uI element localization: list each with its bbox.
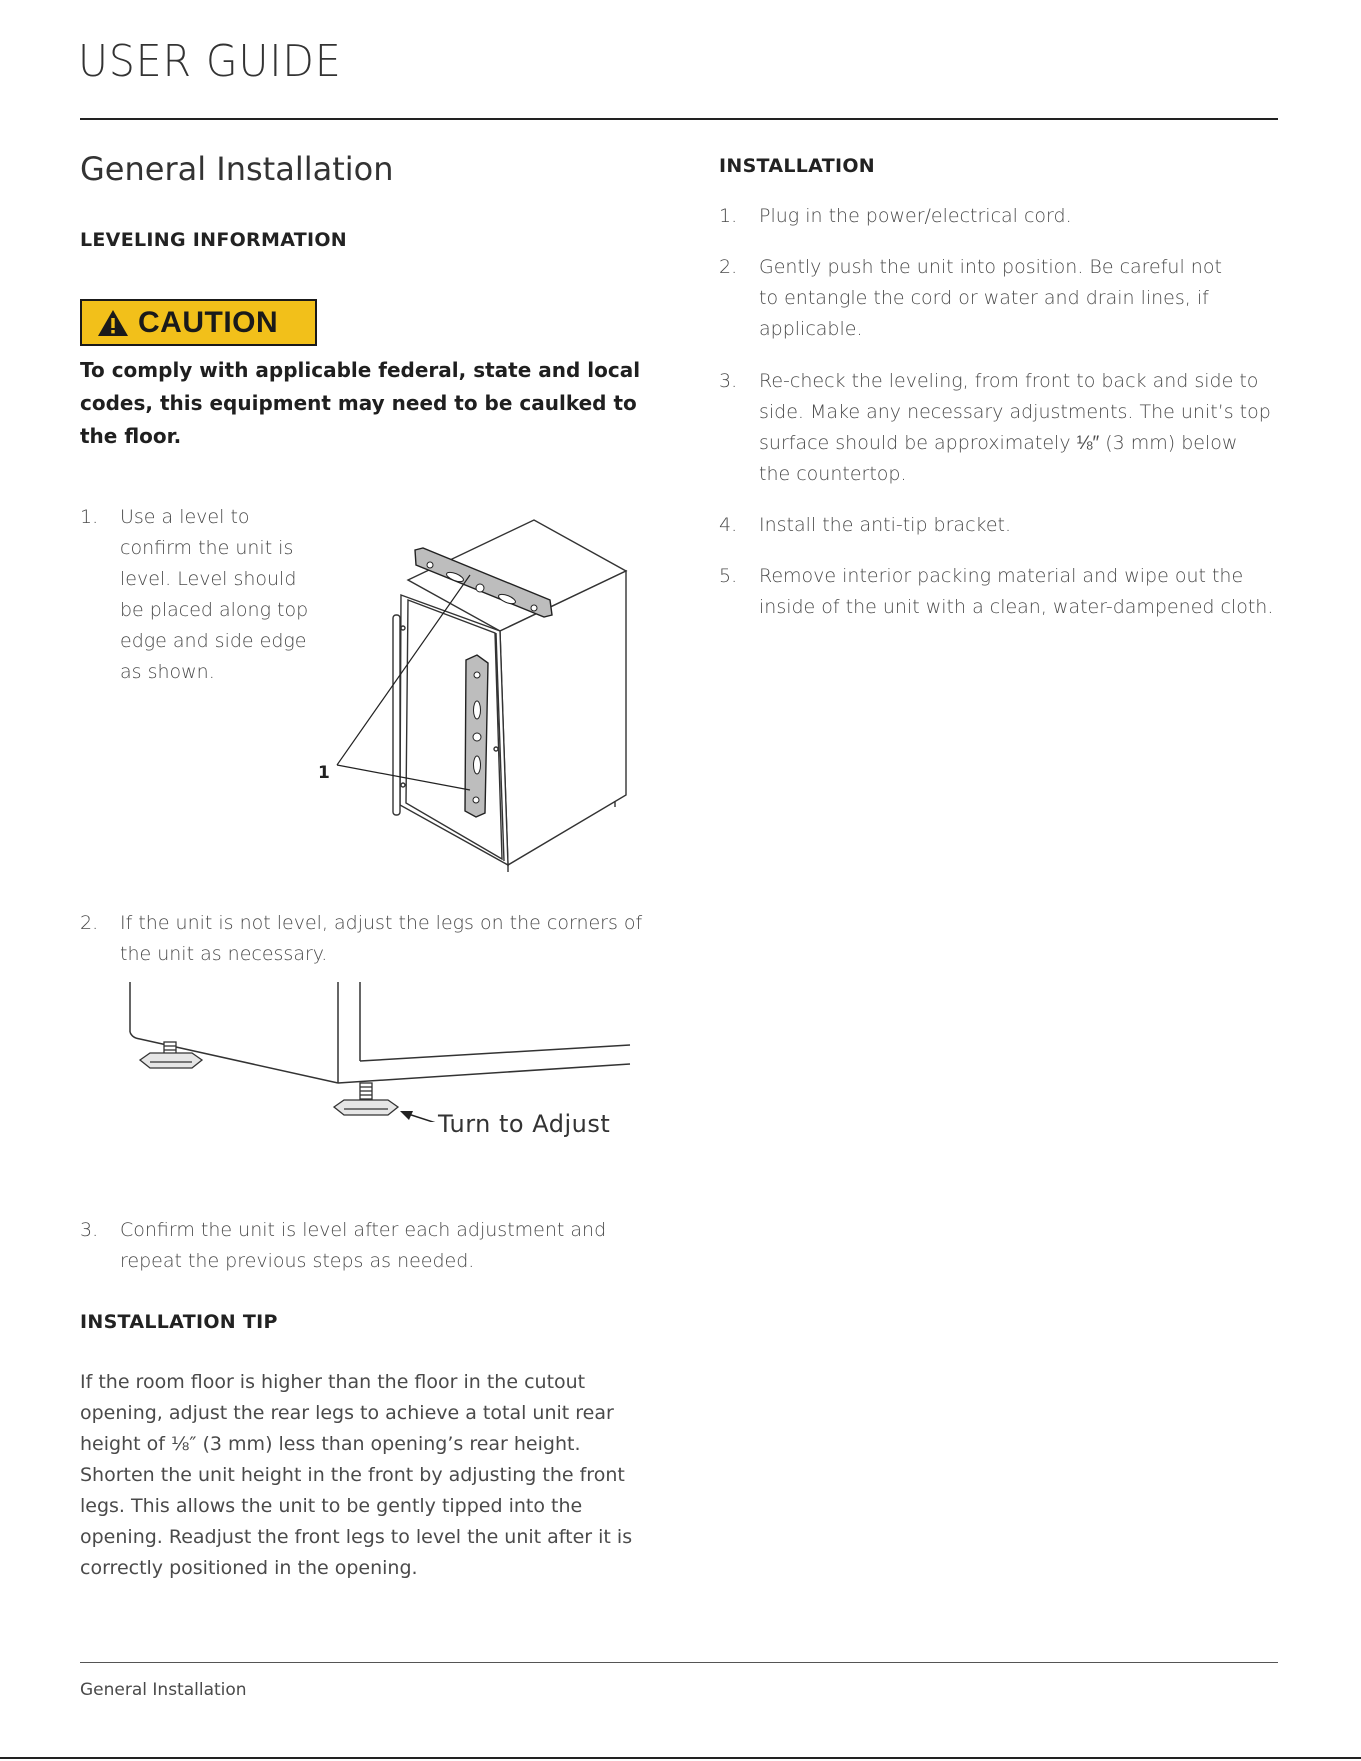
step-line: the countertop.	[759, 463, 907, 485]
step-line: Re-check the leveling, from front to back and side to	[759, 370, 1259, 392]
tip-line: If the room floor is higher than the floor in the cutout	[80, 1371, 586, 1393]
tip-line: opening. Readjust the front legs to level the unit after it is	[80, 1526, 633, 1548]
installation-step-4	[719, 510, 1319, 545]
installation-step-5	[719, 561, 1339, 631]
turn-to-adjust-label: Turn to Adjust	[438, 1110, 611, 1138]
step-number: 4.	[719, 514, 738, 536]
step-number: 2.	[80, 912, 99, 934]
tip-line: correctly positioned in the opening.	[80, 1557, 418, 1579]
step-line: be placed along top	[120, 599, 309, 621]
installation-heading: INSTALLATION	[719, 155, 875, 177]
tip-line: legs. This allows the unit to be gently tipped into the	[80, 1495, 583, 1517]
page-bottom-edge	[0, 1757, 1361, 1759]
step-line: inside of the unit with a clean, water-dampened cloth.	[759, 596, 1274, 618]
header-rule	[80, 118, 1278, 120]
step-line: Plug in the power/electrical cord.	[759, 205, 1072, 227]
leveling-step-1	[80, 502, 360, 702]
tip-line: height of ⅛″ (3 mm) less than opening’s rear height.	[80, 1433, 581, 1455]
tip-line: Shorten the unit height in the front by adjusting the front	[80, 1464, 625, 1486]
footer-rule	[80, 1662, 1278, 1663]
installation-tip-heading: INSTALLATION TIP	[80, 1311, 278, 1333]
step-line: Install the anti-tip bracket.	[759, 514, 1012, 536]
section-title: General Installation	[80, 150, 394, 188]
leveling-figure	[320, 515, 640, 875]
document-title: USER GUIDE	[78, 36, 342, 87]
step-number: 1.	[80, 506, 99, 528]
step-number: 3.	[80, 1219, 99, 1241]
step-line: side. Make any necessary adjustments. The unit’s top	[759, 401, 1271, 423]
step-line: as shown.	[120, 661, 215, 683]
installation-tip-body	[80, 1367, 640, 1584]
step-number: 1.	[719, 205, 738, 227]
warning-triangle-icon	[96, 308, 130, 338]
leveling-step-2	[80, 908, 680, 978]
step-line: surface should be approximately ⅛″ (3 mm) below	[759, 432, 1238, 454]
installation-step-1	[719, 201, 1319, 236]
step-line: edge and side edge	[120, 630, 307, 652]
step-line: Confirm the unit is level after each adjustment and	[120, 1219, 607, 1241]
figure-callout-1: 1	[318, 763, 330, 783]
installation-step-2	[719, 252, 1319, 352]
left-leg	[140, 1042, 202, 1068]
caution-banner	[80, 299, 317, 346]
step-line: applicable.	[759, 318, 863, 340]
step-line: repeat the previous steps as needed.	[120, 1250, 475, 1272]
tip-line: opening, adjust the rear legs to achieve a total unit rear	[80, 1402, 614, 1424]
front-leg	[334, 1083, 398, 1115]
step-line: to entangle the cord or water and drain lines, if	[759, 287, 1209, 309]
caution-label: CAUTION	[138, 305, 279, 339]
footer-section-label: General Installation	[80, 1680, 247, 1700]
step-line: Use a level to	[120, 506, 250, 528]
step-line: If the unit is not level, adjust the legs on the corners of	[120, 912, 643, 934]
installation-step-3	[719, 366, 1339, 496]
leveling-step-3	[80, 1215, 680, 1285]
leveling-heading: LEVELING INFORMATION	[80, 229, 348, 251]
step-number: 5.	[719, 565, 738, 587]
side-level-tool	[465, 655, 488, 817]
caulk-warning: To comply with applicable federal, state and local codes, this equipment may need to be caulked to the floor.	[80, 358, 641, 448]
leg-adjust-figure	[120, 982, 640, 1122]
step-line: the unit as necessary.	[120, 943, 328, 965]
step-number: 2.	[719, 256, 738, 278]
step-line: Gently push the unit into position. Be careful not	[759, 256, 1222, 278]
step-line: Remove interior packing material and wipe out the	[759, 565, 1244, 587]
step-line: level. Level should	[120, 568, 297, 590]
step-line: confirm the unit is	[120, 537, 294, 559]
step-number: 3.	[719, 370, 738, 392]
